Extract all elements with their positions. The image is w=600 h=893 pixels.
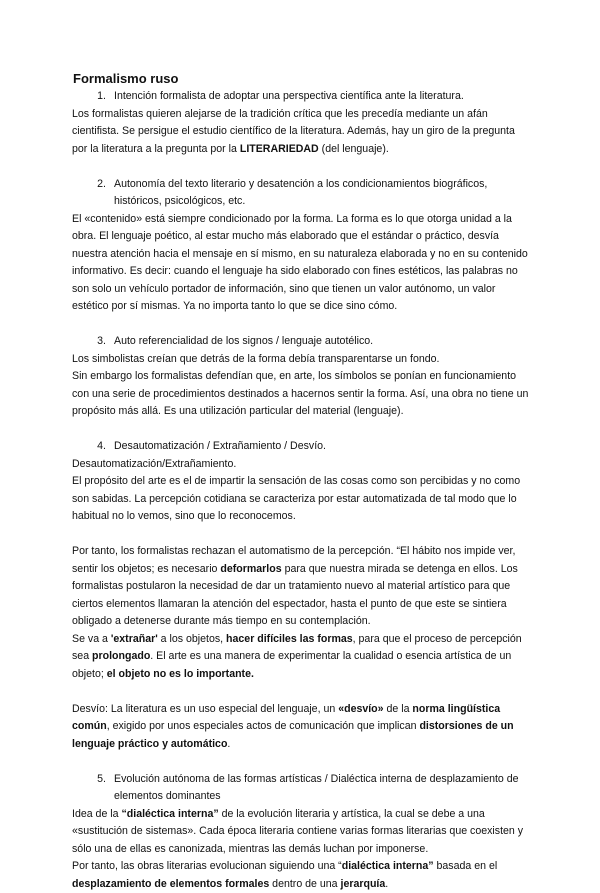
section-3-heading bbox=[72, 333, 532, 351]
bold-text: dialéctica interna” bbox=[341, 860, 434, 872]
bold-text: 'extrañar' bbox=[110, 632, 158, 645]
text-span: Los formalistas quieren alejarse de la tradición crítica que les precedía mediante un afán cientifista. Se persigue el estudio científico de la literatura. Además, hay un giro de la pregunta por la literatura a la pregunta por la bbox=[72, 107, 515, 155]
text-span: dentro de una bbox=[269, 877, 341, 890]
text-span: . bbox=[227, 737, 231, 750]
bold-text: jerarquía bbox=[340, 877, 386, 890]
section-5-paragraph-1 bbox=[72, 806, 532, 859]
section-4-subheading: Desautomatización/Extrañamiento. bbox=[72, 457, 237, 470]
section-2-paragraph: El «contenido» está siempre condicionado por la forma. La forma es lo que otorga unidad a la obra. El lenguaje poético, al estar mucho más elaborado que el estándar o práctico, desvía nuestra atención hacia el mensaje en sí mismo, en su naturaleza elaborada y no en su contenido informativo. Es decir: cuando el lenguaje ha sido elaborado con fines estéticos, las palabras no son solo un vehículo portador de información, sino que tienen un valor autónomo, un valor estético por sí mismas. Ya no importa tanto lo que se dice sino cómo. bbox=[72, 212, 528, 312]
section-5-heading bbox=[72, 771, 532, 806]
text-span: basada en el bbox=[433, 860, 498, 872]
text-span: . bbox=[385, 877, 389, 890]
bold-text: «desvío» bbox=[338, 702, 384, 715]
bold-text: el objeto no es lo importante. bbox=[106, 667, 254, 680]
bold-text: prolongado bbox=[92, 650, 151, 662]
section-2-number: 2. bbox=[97, 177, 106, 190]
section-1-paragraph bbox=[72, 106, 532, 159]
bold-text: LITERARIEDAD bbox=[239, 142, 319, 155]
section-3-heading-text: Auto referencialidad de los signos / lenguaje autotélico. bbox=[114, 335, 374, 347]
page-title: Formalismo ruso bbox=[73, 71, 179, 86]
section-4-paragraph-1: El propósito del arte es el de impartir la sensación de las cosas como son percibidas y no como son sabidas. La percepción cotidiana se caracteriza por estar automatizada de tal modo que lo habitual no lo vemos, sino que lo reconocemos. bbox=[72, 475, 521, 522]
section-3-paragraph-2: Sin embargo los formalistas defendían que, en arte, los símbolos se ponían en funcionamiento con una serie de procedimientos destinados a hacernos sentir la forma. Así, una obra no tiene un propósito más allá. Es una utilización particular del material (lenguaje). bbox=[72, 370, 529, 417]
section-4-paragraph-2 bbox=[72, 543, 532, 631]
text-span: Por tanto, los formalistas rechazan el automatismo de la percepción. “El hábito nos impide ver, sentir los objetos; es necesario bbox=[72, 545, 516, 575]
text-span: . El arte es una manera de experimentar la cualidad o esencia artística de un objeto; bbox=[72, 650, 512, 680]
section-1-number: 1. bbox=[97, 90, 106, 102]
text-span: Desvío: La literatura es un uso especial del lenguaje, un bbox=[72, 702, 339, 715]
section-4-paragraph-4 bbox=[72, 701, 532, 754]
section-5-heading-text: Evolución autónoma de las formas artísticas / Dialéctica interna de desplazamiento de elementos dominantes bbox=[114, 772, 519, 802]
bold-text: hacer difíciles las formas bbox=[226, 632, 353, 645]
section-1-heading-text: Intención formalista de adoptar una perspectiva científica ante la literatura. bbox=[114, 90, 464, 102]
text-span: para que nuestra mirada se detenga en ellos. Los formalistas postularon la necesidad de dar un tratamiento nuevo al material artístico para que ciertos elementos llamaran la atención del espectador, hasta el punto de que este se sintiera obligado a detenerse durante más tiempo en su contemplación. bbox=[72, 562, 518, 627]
text-span: de la evolución literaria y artística, la cual se debe a una «sustitución de sistemas». Cada época literaria contiene varias formas literarias que coexisten y sólo una de ellas es canonizada, mientras las demás luchan por imponerse. bbox=[72, 807, 524, 855]
section-3-number: 3. bbox=[97, 335, 106, 347]
text-span: Por tanto, las obras literarias evolucionan siguiendo una “ bbox=[72, 860, 342, 872]
section-4-heading-text: Desautomatización / Extrañamiento / Desvío. bbox=[114, 440, 326, 452]
section-2-heading bbox=[72, 176, 532, 211]
section-2-heading-text: Autonomía del texto literario y desatención a los condicionamientos biográficos, históricos, psicológicos, etc. bbox=[114, 177, 488, 207]
document-page bbox=[72, 70, 532, 893]
section-4-paragraph-3 bbox=[72, 631, 532, 684]
section-4-number: 4. bbox=[97, 440, 106, 452]
text-span: Idea de la bbox=[72, 807, 122, 820]
text-span: de la bbox=[383, 702, 413, 715]
section-5-paragraph-2 bbox=[72, 858, 532, 893]
text-span: , exigido por unos especiales actos de comunicación que implican bbox=[106, 720, 420, 732]
section-4-heading bbox=[72, 438, 532, 456]
bold-text: deformarlos bbox=[220, 562, 282, 575]
text-span: a los objetos, bbox=[157, 632, 227, 645]
bold-text: norma lingüística común bbox=[72, 702, 501, 732]
section-1-heading bbox=[72, 88, 532, 106]
section-3-paragraph-1: Los simbolistas creían que detrás de la forma debía transparentarse un fondo. bbox=[72, 352, 440, 365]
section-5-number: 5. bbox=[97, 772, 106, 785]
bold-text: “dialéctica interna” bbox=[121, 807, 219, 820]
bold-text: desplazamiento de elementos formales bbox=[72, 877, 270, 890]
text-span: Se va a bbox=[72, 632, 111, 645]
text-span: , para que el proceso de percepción sea bbox=[72, 632, 522, 662]
bold-text: distorsiones de un lenguaje práctico y automático bbox=[72, 720, 514, 750]
text-span: (del lenguaje). bbox=[318, 142, 389, 155]
